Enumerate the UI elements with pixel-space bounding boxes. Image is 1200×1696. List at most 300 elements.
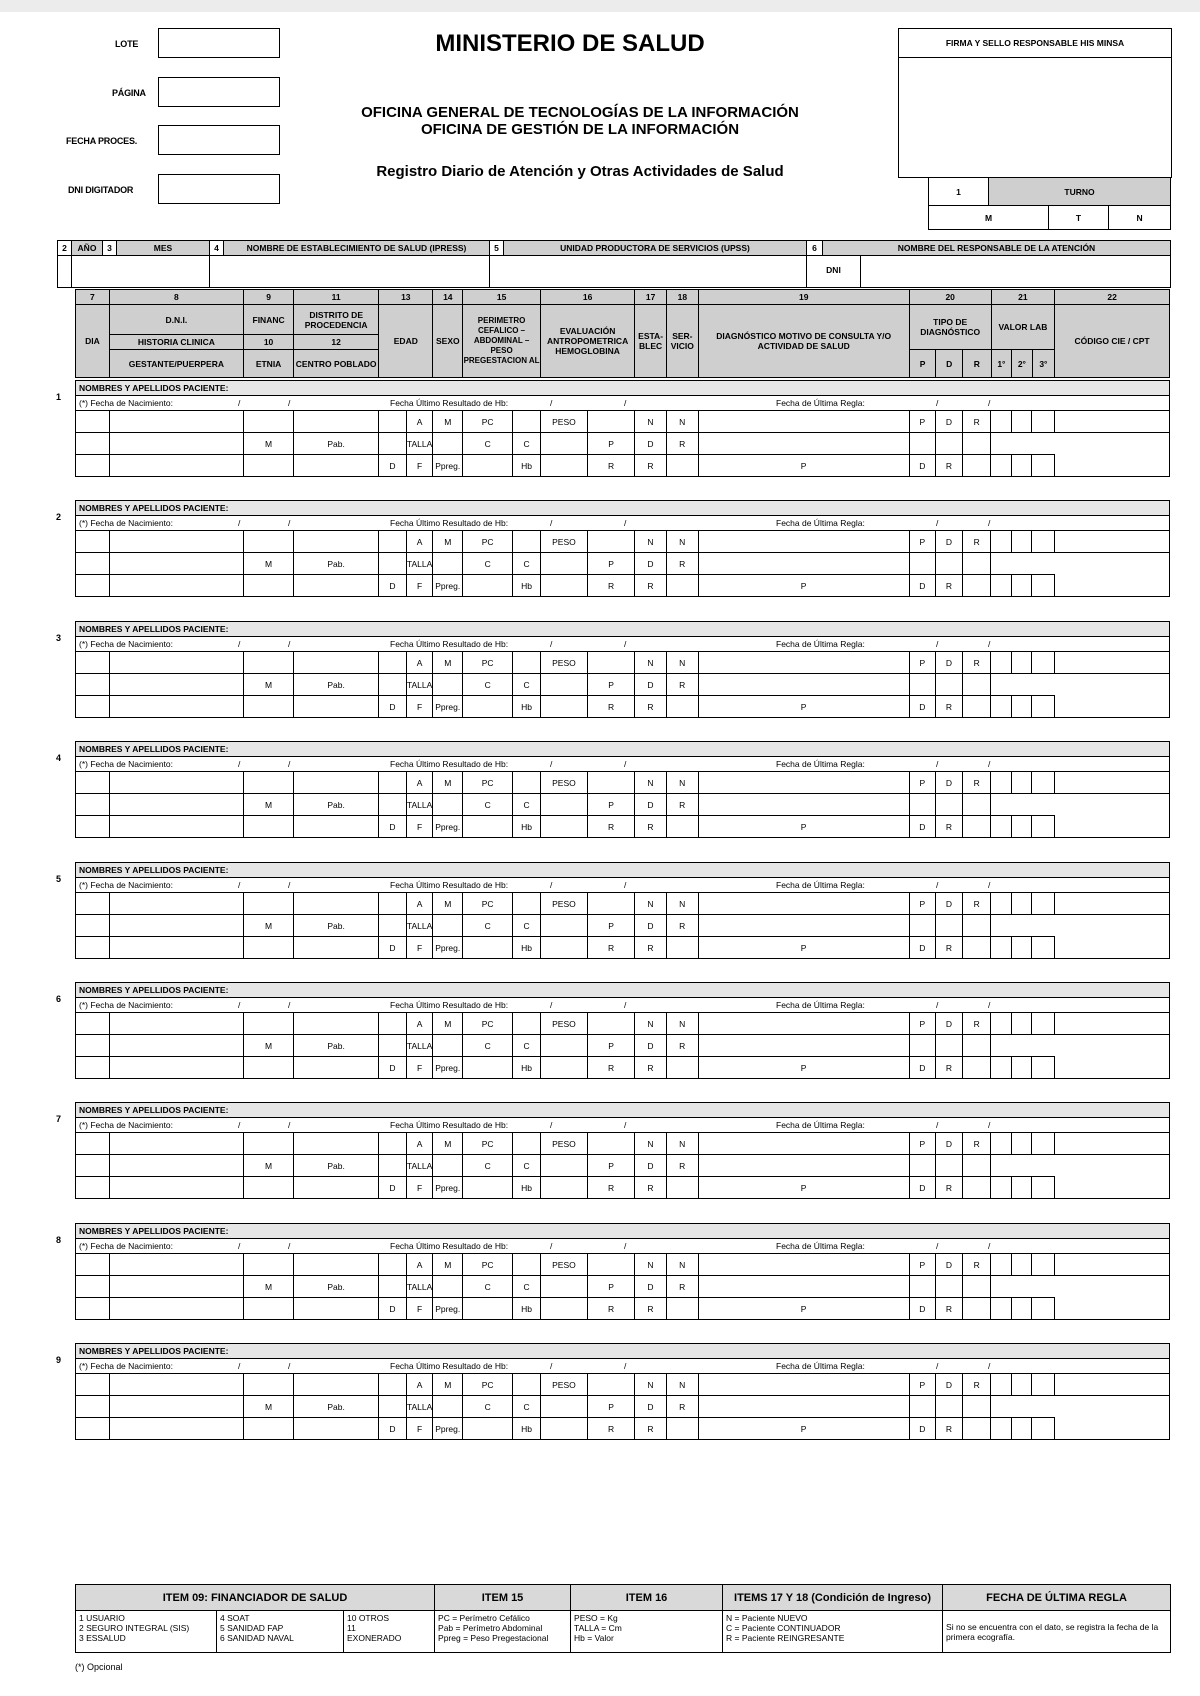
diagnostico-cell[interactable] [698, 772, 909, 794]
tipo-r[interactable]: R [936, 455, 963, 477]
edad-cell[interactable] [294, 816, 379, 838]
distrito-cell[interactable] [294, 1133, 379, 1155]
lab-2-cell[interactable] [1011, 1254, 1031, 1276]
id-cell[interactable] [76, 915, 110, 937]
lab-3-cell[interactable] [936, 433, 963, 455]
etnia-cell[interactable] [109, 937, 243, 959]
tipo-r[interactable]: R [936, 816, 963, 838]
id-cell[interactable] [76, 1035, 110, 1057]
edad-cell[interactable] [379, 772, 407, 794]
diagnostico-cell[interactable] [540, 1155, 587, 1177]
tipo-r[interactable]: R [962, 1133, 991, 1155]
perimetro-value[interactable] [379, 1396, 407, 1418]
lab-3-cell[interactable] [1011, 696, 1031, 718]
dia-cell[interactable] [76, 1374, 110, 1396]
sexo-m[interactable]: M [433, 531, 463, 553]
codigo-cell[interactable] [1032, 575, 1055, 597]
fechas-line[interactable] [76, 998, 1170, 1013]
servicio-cell[interactable]: C [513, 794, 541, 816]
tipo-d[interactable]: D [635, 1276, 667, 1298]
servicio-cell[interactable]: R [635, 455, 667, 477]
id-cell[interactable] [76, 816, 110, 838]
perimetro-value[interactable] [379, 1155, 407, 1177]
dia-cell[interactable] [76, 1133, 110, 1155]
perimetro-value[interactable] [513, 411, 541, 433]
codigo-cell[interactable] [962, 915, 991, 937]
nombres-field[interactable] [76, 742, 1170, 757]
establec-cell[interactable]: N [635, 1133, 667, 1155]
tipo-p[interactable]: P [909, 652, 936, 674]
edad-cell[interactable] [379, 652, 407, 674]
lab-3-cell[interactable] [1032, 411, 1055, 433]
lab-1-cell[interactable] [991, 1254, 1011, 1276]
perimetro-value[interactable] [379, 433, 407, 455]
etnia-cell[interactable] [109, 816, 243, 838]
edad-cell[interactable] [109, 674, 243, 696]
establec-cell[interactable]: R [588, 937, 635, 959]
tipo-r[interactable]: R [962, 1374, 991, 1396]
id-cell[interactable] [109, 893, 243, 915]
lab-2-cell[interactable] [1011, 893, 1031, 915]
tipo-r[interactable]: R [936, 937, 963, 959]
edad-unit[interactable]: D [379, 1057, 407, 1079]
lab-3-cell[interactable] [1032, 531, 1055, 553]
financ-cell[interactable] [243, 1133, 293, 1155]
establec-cell[interactable]: R [588, 1057, 635, 1079]
tipo-p[interactable]: P [588, 674, 635, 696]
lab-3-cell[interactable] [1011, 1418, 1031, 1440]
lab-1-cell[interactable] [698, 794, 909, 816]
evaluacion-value[interactable] [588, 1254, 635, 1276]
edad-unit[interactable]: A [406, 1133, 433, 1155]
edad-unit[interactable]: A [406, 1013, 433, 1035]
fechas-line[interactable] [76, 516, 1170, 531]
perimetro-value[interactable] [463, 816, 513, 838]
lab-3-cell[interactable] [1011, 1057, 1031, 1079]
servicio-cell[interactable]: R [635, 1298, 667, 1320]
perimetro-value[interactable] [513, 1374, 541, 1396]
id-cell[interactable] [109, 1133, 243, 1155]
sexo-m[interactable]: M [433, 772, 463, 794]
sexo-m[interactable]: M [433, 652, 463, 674]
financ-cell[interactable] [243, 652, 293, 674]
perimetro-value[interactable] [463, 1298, 513, 1320]
nombres-field[interactable] [76, 1344, 1170, 1359]
etnia-cell[interactable] [109, 455, 243, 477]
establec-cell[interactable]: N [635, 411, 667, 433]
tipo-p[interactable]: P [698, 1298, 909, 1320]
tipo-d[interactable]: D [635, 1155, 667, 1177]
etnia-cell[interactable] [109, 1177, 243, 1199]
lab-2-cell[interactable] [991, 816, 1011, 838]
tipo-d[interactable]: D [909, 937, 936, 959]
establec-cell[interactable]: C [463, 1035, 513, 1057]
edad-unit[interactable]: M [243, 433, 293, 455]
etnia-cell[interactable] [109, 696, 243, 718]
establec-cell[interactable]: C [463, 674, 513, 696]
lab-1-cell[interactable] [698, 1035, 909, 1057]
centro-cell[interactable] [243, 1057, 293, 1079]
edad-cell[interactable] [294, 696, 379, 718]
establec-cell[interactable]: C [463, 553, 513, 575]
edad-cell[interactable] [379, 1374, 407, 1396]
establec-cell[interactable]: R [588, 1177, 635, 1199]
servicio-cell[interactable]: R [635, 1057, 667, 1079]
servicio-cell[interactable]: N [666, 1133, 698, 1155]
establec-cell[interactable]: R [588, 455, 635, 477]
codigo-cell[interactable] [1032, 1418, 1055, 1440]
codigo-cell[interactable] [1054, 1133, 1169, 1155]
lab-3-cell[interactable] [936, 1396, 963, 1418]
id-cell[interactable] [76, 674, 110, 696]
establec-cell[interactable]: C [463, 1155, 513, 1177]
tipo-p[interactable]: P [588, 433, 635, 455]
evaluacion-value[interactable] [588, 772, 635, 794]
lab-3-cell[interactable] [1032, 652, 1055, 674]
id-cell[interactable] [109, 1013, 243, 1035]
lab-3-cell[interactable] [936, 674, 963, 696]
id-cell[interactable] [76, 1057, 110, 1079]
dia-cell[interactable] [76, 893, 110, 915]
evaluacion-value[interactable] [433, 433, 463, 455]
codigo-cell[interactable] [962, 674, 991, 696]
fechas-line[interactable] [76, 396, 1170, 411]
edad-cell[interactable] [379, 411, 407, 433]
lab-1-cell[interactable] [991, 1374, 1011, 1396]
servicio-cell[interactable]: R [635, 575, 667, 597]
tipo-d[interactable]: D [909, 1418, 936, 1440]
sexo-f[interactable]: F [406, 1057, 433, 1079]
codigo-cell[interactable] [962, 1155, 991, 1177]
evaluacion-value[interactable] [433, 1155, 463, 1177]
lab-3-cell[interactable] [1032, 1374, 1055, 1396]
diagnostico-cell[interactable] [540, 794, 587, 816]
tipo-p[interactable]: P [698, 1057, 909, 1079]
pagina-field[interactable] [158, 77, 280, 107]
lab-2-cell[interactable] [909, 1276, 936, 1298]
tipo-r[interactable]: R [962, 772, 991, 794]
edad-unit[interactable]: A [406, 893, 433, 915]
tipo-p[interactable]: P [909, 1254, 936, 1276]
servicio-cell[interactable]: R [635, 937, 667, 959]
turno-t[interactable]: T [1049, 206, 1109, 230]
tipo-d[interactable]: D [635, 1035, 667, 1057]
lab-2-cell[interactable] [909, 1035, 936, 1057]
servicio-cell[interactable]: R [635, 696, 667, 718]
tipo-d[interactable]: D [909, 575, 936, 597]
edad-unit[interactable]: A [406, 531, 433, 553]
lab-2-cell[interactable] [909, 674, 936, 696]
responsable-field[interactable] [861, 256, 1171, 288]
fechas-line[interactable] [76, 757, 1170, 772]
tipo-p[interactable]: P [698, 696, 909, 718]
lote-field[interactable] [158, 28, 280, 58]
id-cell[interactable] [76, 1155, 110, 1177]
tipo-d[interactable]: D [635, 553, 667, 575]
diagnostico-cell[interactable] [698, 1254, 909, 1276]
establec-cell[interactable]: C [463, 1396, 513, 1418]
lab-2-cell[interactable] [909, 794, 936, 816]
dia-cell[interactable] [76, 1254, 110, 1276]
sexo-m[interactable]: M [433, 1254, 463, 1276]
servicio-cell[interactable]: C [513, 1276, 541, 1298]
codigo-cell[interactable] [1054, 531, 1169, 553]
evaluacion-value[interactable] [540, 575, 587, 597]
tipo-d[interactable]: D [909, 1298, 936, 1320]
edad-cell[interactable] [379, 1254, 407, 1276]
id-cell[interactable] [76, 433, 110, 455]
lab-3-cell[interactable] [1032, 1013, 1055, 1035]
tipo-p[interactable]: P [698, 575, 909, 597]
evaluacion-value[interactable] [588, 893, 635, 915]
tipo-p[interactable]: P [588, 1396, 635, 1418]
distrito-cell[interactable] [294, 772, 379, 794]
diagnostico-cell[interactable] [540, 915, 587, 937]
perimetro-value[interactable] [513, 893, 541, 915]
tipo-d[interactable]: D [936, 893, 963, 915]
tipo-r[interactable]: R [936, 575, 963, 597]
financ-cell[interactable] [243, 1013, 293, 1035]
evaluacion-value[interactable] [433, 1035, 463, 1057]
id-cell[interactable] [109, 652, 243, 674]
evaluacion-value[interactable] [433, 553, 463, 575]
diagnostico-cell[interactable] [666, 455, 698, 477]
lab-1-cell[interactable] [962, 1418, 991, 1440]
codigo-cell[interactable] [962, 433, 991, 455]
lab-3-cell[interactable] [936, 794, 963, 816]
tipo-p[interactable]: P [909, 1133, 936, 1155]
diagnostico-cell[interactable] [666, 1057, 698, 1079]
servicio-cell[interactable]: N [666, 1254, 698, 1276]
turno-n[interactable]: N [1109, 206, 1171, 230]
edad-cell[interactable] [379, 893, 407, 915]
edad-unit[interactable]: D [379, 1177, 407, 1199]
nombres-field[interactable] [76, 501, 1170, 516]
lab-1-cell[interactable] [962, 1298, 991, 1320]
establec-cell[interactable]: R [588, 696, 635, 718]
sexo-m[interactable]: M [433, 893, 463, 915]
tipo-p[interactable]: P [909, 411, 936, 433]
id-cell[interactable] [76, 1418, 110, 1440]
edad-cell[interactable] [379, 1133, 407, 1155]
perimetro-value[interactable] [513, 1254, 541, 1276]
codigo-cell[interactable] [1054, 411, 1169, 433]
tipo-r[interactable]: R [936, 1298, 963, 1320]
lab-2-cell[interactable] [991, 1177, 1011, 1199]
lab-2-cell[interactable] [991, 696, 1011, 718]
establecimiento-field[interactable] [210, 256, 490, 288]
evaluacion-value[interactable] [588, 531, 635, 553]
id-cell[interactable] [76, 696, 110, 718]
id-cell[interactable] [76, 1298, 110, 1320]
edad-cell[interactable] [109, 915, 243, 937]
lab-1-cell[interactable] [698, 674, 909, 696]
tipo-d[interactable]: D [635, 915, 667, 937]
diagnostico-cell[interactable] [666, 937, 698, 959]
nombres-field[interactable] [76, 622, 1170, 637]
lab-1-cell[interactable] [698, 1396, 909, 1418]
codigo-cell[interactable] [1054, 1254, 1169, 1276]
perimetro-value[interactable] [463, 1177, 513, 1199]
perimetro-value[interactable] [379, 915, 407, 937]
evaluacion-value[interactable] [588, 652, 635, 674]
lab-2-cell[interactable] [1011, 411, 1031, 433]
tipo-d[interactable]: D [909, 455, 936, 477]
distrito-cell[interactable] [294, 652, 379, 674]
codigo-cell[interactable] [962, 553, 991, 575]
perimetro-value[interactable] [379, 794, 407, 816]
lab-2-cell[interactable] [991, 937, 1011, 959]
lab-1-cell[interactable] [991, 531, 1011, 553]
servicio-cell[interactable]: N [666, 893, 698, 915]
sexo-f[interactable]: F [406, 696, 433, 718]
edad-cell[interactable] [294, 937, 379, 959]
perimetro-value[interactable] [463, 1057, 513, 1079]
sexo-f[interactable]: F [406, 1298, 433, 1320]
establec-cell[interactable]: N [635, 531, 667, 553]
lab-1-cell[interactable] [962, 455, 991, 477]
edad-cell[interactable] [294, 455, 379, 477]
edad-unit[interactable]: D [379, 455, 407, 477]
lab-1-cell[interactable] [991, 772, 1011, 794]
firma-box[interactable] [898, 28, 1172, 178]
edad-cell[interactable] [379, 1013, 407, 1035]
lab-2-cell[interactable] [909, 553, 936, 575]
sexo-m[interactable]: M [433, 1133, 463, 1155]
financ-cell[interactable] [243, 411, 293, 433]
tipo-p[interactable]: P [588, 915, 635, 937]
establec-cell[interactable]: C [463, 915, 513, 937]
id-cell[interactable] [109, 531, 243, 553]
fechas-line[interactable] [76, 1118, 1170, 1133]
lab-3-cell[interactable] [936, 1035, 963, 1057]
edad-unit[interactable]: A [406, 411, 433, 433]
codigo-cell[interactable] [962, 794, 991, 816]
codigo-cell[interactable] [1054, 772, 1169, 794]
diagnostico-cell[interactable] [540, 553, 587, 575]
tipo-d[interactable]: D [936, 1374, 963, 1396]
tipo-d[interactable]: D [635, 674, 667, 696]
lab-1-cell[interactable] [962, 816, 991, 838]
centro-cell[interactable] [243, 696, 293, 718]
lab-2-cell[interactable] [991, 1057, 1011, 1079]
etnia-cell[interactable] [109, 1418, 243, 1440]
tipo-d[interactable]: D [635, 794, 667, 816]
perimetro-value[interactable] [513, 1013, 541, 1035]
establec-cell[interactable]: R [588, 1418, 635, 1440]
tipo-r[interactable]: R [962, 652, 991, 674]
establec-cell[interactable]: N [635, 652, 667, 674]
tipo-r[interactable]: R [666, 1155, 698, 1177]
edad-unit[interactable]: M [243, 1035, 293, 1057]
tipo-p[interactable]: P [698, 1418, 909, 1440]
lab-2-cell[interactable] [909, 1155, 936, 1177]
id-cell[interactable] [109, 1254, 243, 1276]
establec-cell[interactable]: R [588, 575, 635, 597]
servicio-cell[interactable]: C [513, 915, 541, 937]
edad-cell[interactable] [109, 1276, 243, 1298]
lab-3-cell[interactable] [1011, 937, 1031, 959]
lab-2-cell[interactable] [1011, 531, 1031, 553]
evaluacion-value[interactable] [540, 1418, 587, 1440]
evaluacion-value[interactable] [540, 1298, 587, 1320]
codigo-cell[interactable] [1054, 1374, 1169, 1396]
fecha-proces-field[interactable] [158, 125, 280, 155]
dni-digitador-field[interactable] [158, 174, 280, 204]
perimetro-value[interactable] [379, 674, 407, 696]
tipo-r[interactable]: R [962, 893, 991, 915]
perimetro-value[interactable] [513, 1133, 541, 1155]
lab-1-cell[interactable] [962, 575, 991, 597]
tipo-d[interactable]: D [909, 1177, 936, 1199]
perimetro-value[interactable] [463, 455, 513, 477]
lab-1-cell[interactable] [962, 937, 991, 959]
evaluacion-value[interactable] [588, 1013, 635, 1035]
edad-unit[interactable]: M [243, 1276, 293, 1298]
diagnostico-cell[interactable] [666, 1298, 698, 1320]
lab-3-cell[interactable] [1011, 1177, 1031, 1199]
perimetro-value[interactable] [379, 1276, 407, 1298]
establec-cell[interactable]: R [588, 1298, 635, 1320]
sexo-f[interactable]: F [406, 575, 433, 597]
codigo-cell[interactable] [962, 1396, 991, 1418]
servicio-cell[interactable]: N [666, 772, 698, 794]
distrito-cell[interactable] [294, 893, 379, 915]
sexo-f[interactable]: F [406, 1177, 433, 1199]
fechas-line[interactable] [76, 1239, 1170, 1254]
lab-2-cell[interactable] [991, 575, 1011, 597]
establec-cell[interactable]: C [463, 794, 513, 816]
lab-2-cell[interactable] [991, 1418, 1011, 1440]
edad-unit[interactable]: D [379, 816, 407, 838]
diagnostico-cell[interactable] [698, 893, 909, 915]
distrito-cell[interactable] [294, 411, 379, 433]
lab-1-cell[interactable] [962, 1057, 991, 1079]
tipo-p[interactable]: P [588, 1276, 635, 1298]
servicio-cell[interactable]: C [513, 674, 541, 696]
sexo-f[interactable]: F [406, 816, 433, 838]
tipo-r[interactable]: R [666, 553, 698, 575]
centro-cell[interactable] [243, 937, 293, 959]
centro-cell[interactable] [243, 816, 293, 838]
dia-cell[interactable] [76, 652, 110, 674]
lab-2-cell[interactable] [1011, 1133, 1031, 1155]
edad-unit[interactable]: D [379, 575, 407, 597]
edad-unit[interactable]: A [406, 652, 433, 674]
tipo-p[interactable]: P [909, 1374, 936, 1396]
tipo-p[interactable]: P [909, 772, 936, 794]
codigo-cell[interactable] [1054, 893, 1169, 915]
lab-3-cell[interactable] [936, 915, 963, 937]
edad-cell[interactable] [294, 575, 379, 597]
tipo-p[interactable]: P [909, 531, 936, 553]
id-cell[interactable] [76, 1396, 110, 1418]
distrito-cell[interactable] [294, 531, 379, 553]
establec-cell[interactable]: N [635, 1254, 667, 1276]
id-cell[interactable] [76, 1276, 110, 1298]
tipo-p[interactable]: P [588, 1035, 635, 1057]
servicio-cell[interactable]: R [635, 1418, 667, 1440]
lab-3-cell[interactable] [1011, 1298, 1031, 1320]
tipo-d[interactable]: D [936, 531, 963, 553]
perimetro-value[interactable] [463, 696, 513, 718]
edad-unit[interactable]: M [243, 794, 293, 816]
financ-cell[interactable] [243, 772, 293, 794]
dia-cell[interactable] [76, 531, 110, 553]
tipo-r[interactable]: R [666, 1276, 698, 1298]
nombres-field[interactable] [76, 1224, 1170, 1239]
servicio-cell[interactable]: N [666, 652, 698, 674]
